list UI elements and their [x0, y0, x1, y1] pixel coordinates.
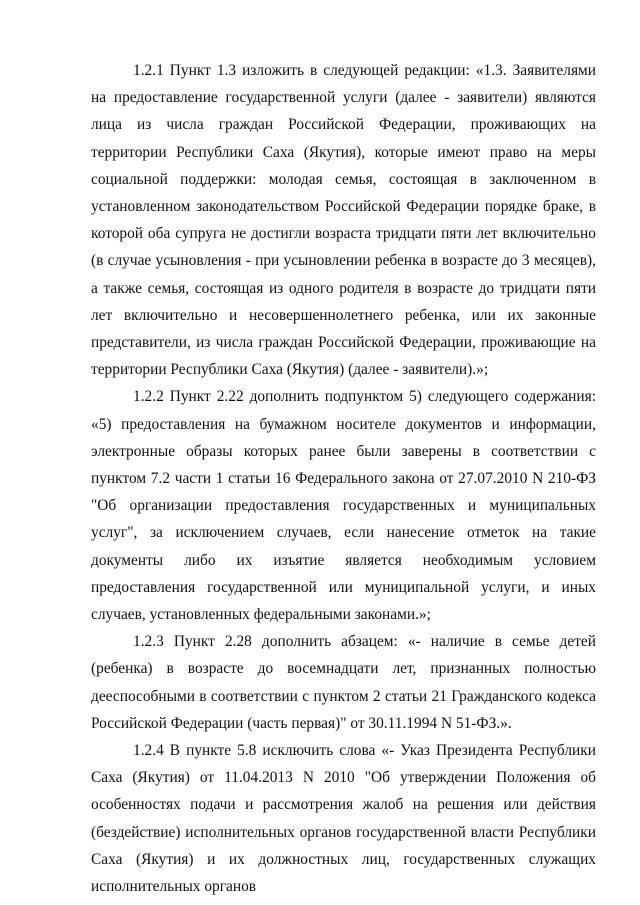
paragraph-1-2-1: 1.2.1 Пункт 1.3 изложить в следующей редакции: «1.3. Заявителями на предоставление государственной услуги (далее - заявители) являются лица из числа граждан Российской Федерации, проживающих на территории Республики Саха (Якутия), которые имеют право на меры социальной поддержки: молодая семья, состоящая в заключенном в установленном законодательством Российской Федерации порядке браке, в которой оба супруга не достигли возраста тридцати пяти лет включительно (в случае усыновления - при усыновлении ребенка в возрасте до 3 месяцев), а также семья, состоящая из одного родителя в возрасте до тридцати пяти лет включительно и несовершеннолетнего ребенка, или их законные представители, из числа граждан Российской Федерации, проживающие на территории Республики Саха (Якутия) (далее - заявители).»;: [91, 62, 596, 379]
paragraph-1-2-3: 1.2.3 Пункт 2.28 дополнить абзацем: «- наличие в семье детей (ребенка) в возрасте до восемнадцати лет, признанных полностью дееспособными в соответствии с пунктом 2 статьи 21 Гражданского кодекса Российской Федерации (часть первая)" от 30.11.1994 N 51-ФЗ.».: [91, 633, 596, 732]
paragraph-1-2-4: 1.2.4 В пункте 5.8 исключить слова «- Указ Президента Республики Саха (Якутия) от 11.04.2013 N 2010 "Об утверждении Положения об особенностях подачи и рассмотрения жалоб на решения или действия (бездействие) исполнительных органов государственной власти Республики Саха (Якутия) и их должностных лиц, государственных служащих исполнительных органов: [91, 742, 596, 896]
paragraph-1-2-2: 1.2.2 Пункт 2.22 дополнить подпунктом 5) следующего содержания: «5) предоставления на бумажном носителе документов и информации, электронные образы которых ранее были заверены в соответствии с пунктом 7.2 части 1 статьи 16 Федерального закона от 27.07.2010 N 210-ФЗ "Об организации предоставления государственных и муниципальных услуг", за исключением случаев, если нанесение отметок на такие документы либо их изъятие является необходимым условием предоставления государственной или муниципальной услуги, и иных случаев, установленных федеральными законами.»;: [91, 388, 596, 624]
